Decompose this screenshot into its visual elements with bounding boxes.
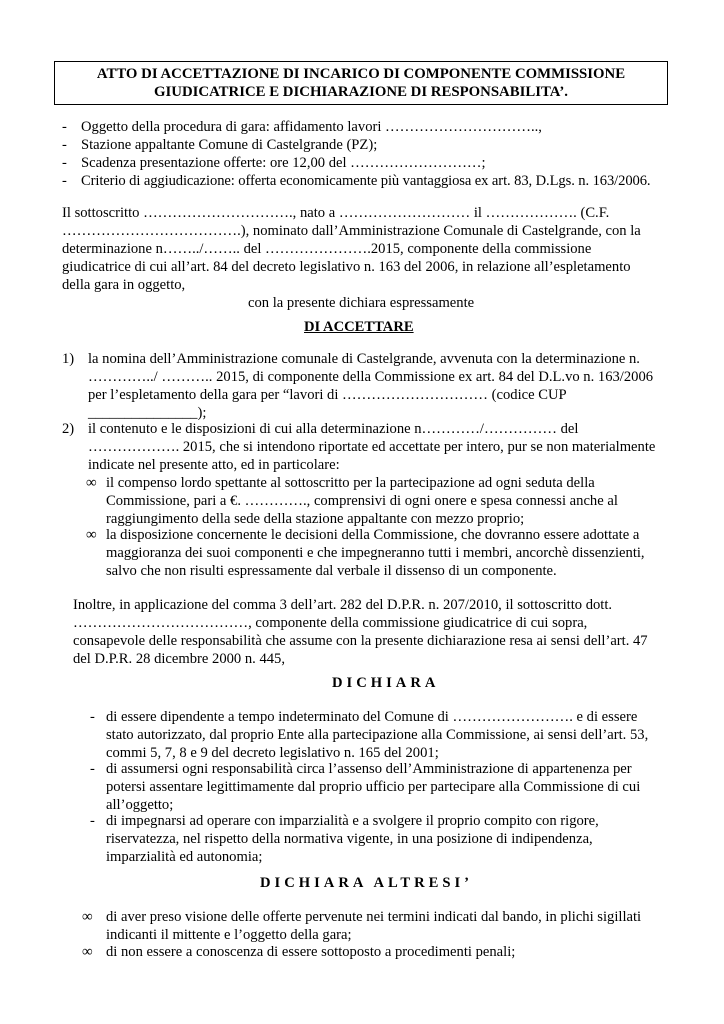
title-box	[54, 61, 668, 105]
accept-item-number: 1)	[62, 351, 75, 367]
info-item-deadline: Scadenza presentazione offerte: ore 12,00 del ………………………;	[81, 155, 486, 171]
info-dash: -	[62, 155, 67, 171]
title-line-2: GIUDICATRICE E DICHIARAZIONE DI RESPONSABILITA’.	[154, 84, 568, 100]
dichiara-line: riservatezza, nel rispetto della normativa vigente, in una posizione di indipendenza,	[106, 831, 593, 847]
accept-item-line: il contenuto e le disposizioni di cui alla determinazione n…………/…………… del	[88, 421, 579, 437]
dichiara-heading: DICHIARA	[332, 675, 440, 691]
infinity-bullet-icon: ∞	[86, 475, 97, 491]
subitem-line: il compenso lordo spettante al sottoscritto per la partecipazione ad ogni seduta della	[106, 475, 595, 491]
dichiara-line: all’oggetto;	[106, 797, 174, 813]
dichiara-dash: -	[90, 709, 95, 725]
info-dash: -	[62, 173, 67, 189]
dichiara-line: stato autorizzato, dal proprio Ente alla partecipazione alla Commissione, ai sensi dell’art. 53,	[106, 727, 649, 743]
info-item-station: Stazione appaltante Comune di Castelgrande (PZ);	[81, 137, 378, 153]
subitem-line: Commissione, pari a €. …………., comprensivi di ogni onere e spesa connessi anche al	[106, 493, 618, 509]
title-line-1: ATTO DI ACCETTAZIONE DI INCARICO DI COMPONENTE COMMISSIONE	[96, 66, 626, 82]
subitem-line: maggioranza dei suoi componenti e che impegneranno tutti i membri, ancorchè dissenzienti,	[106, 545, 645, 561]
infinity-bullet-icon: ∞	[86, 527, 97, 543]
altresi-heading: DICHIARA ALTRESI’	[260, 875, 474, 891]
also-line: Inoltre, in applicazione del comma 3 dell’art. 282 del D.P.R. n. 207/2010, il sottoscritto dott.	[73, 597, 613, 613]
dichiara-dash: -	[90, 761, 95, 777]
infinity-bullet-icon: ∞	[82, 909, 93, 925]
intro-line: determinazione n……../…….. del ………………….2015, componente della commissione	[62, 241, 592, 257]
dichiara-line: di essere dipendente a tempo indeterminato del Comune di ……………………. e di essere	[106, 709, 638, 725]
dichiara-dash: -	[90, 813, 95, 829]
info-item-criterion: Criterio di aggiudicazione: offerta economicamente più vantaggiosa ex art. 83, D.Lgs. n. 163/2006.	[81, 173, 651, 189]
also-line: del D.P.R. 28 dicembre 2000 n. 445,	[73, 651, 285, 667]
altresi-line: indicanti il mittente e l’oggetto della gara;	[106, 927, 352, 943]
accept-item-number: 2)	[62, 421, 75, 437]
also-line: ………………………………, componente della commissione giudicatrice di cui sopra,	[73, 615, 588, 631]
dichiara-line: di impegnarsi ad operare con imparzialità e a svolgere il proprio compito con rigore,	[106, 813, 599, 829]
info-dash: -	[62, 137, 67, 153]
dichiara-line: di assumersi ogni responsabilità circa l’assenso dell’Amministrazione di appartenenza per	[106, 761, 632, 777]
info-item-object: Oggetto della procedura di gara: affidamento lavori …………………………..,	[81, 119, 542, 135]
intro-line: della gara in oggetto,	[62, 277, 186, 293]
altresi-line: di non essere a conoscenza di essere sottoposto a procedimenti penali;	[106, 944, 516, 960]
altresi-line: di aver preso visione delle offerte pervenute nei termini indicati dal bando, in plichi sigillati	[106, 909, 642, 925]
dichiara-line: commi 5, 7, 8 e 9 del decreto legislativo n. 165 del 2001;	[106, 745, 439, 761]
intro-declares: con la presente dichiara espressamente	[248, 295, 475, 311]
accept-item-line: _______________);	[88, 405, 207, 421]
accept-item-line: indicate nel presente atto, ed in particolare:	[88, 457, 340, 473]
subitem-line: raggiungimento della sede della stazione appaltante con mezzo proprio;	[106, 511, 525, 527]
subitem-line: salvo che non risulti espressamente dal verbale il dissenso di un componente.	[106, 563, 557, 579]
intro-line: giudicatrice di cui all’art. 84 del decreto legislativo n. 163 del 2006, in relazione all’espletamento	[62, 259, 631, 275]
accept-heading: DI ACCETTARE	[304, 319, 414, 335]
accept-item-line: ………………. 2015, che si intendono riportate ed accettate per intero, pur se non materialmente	[88, 439, 656, 455]
dichiara-line: potersi assentare legittimamente dal proprio ufficio per partecipare alla Commissione di cui	[106, 779, 641, 795]
intro-line: ……………………………….), nominato dall’Amministrazione Comunale di Castelgrande, con la	[62, 223, 641, 239]
accept-item-line: la nomina dell’Amministrazione comunale di Castelgrande, avvenuta con la determinazione n.	[88, 351, 640, 367]
dichiara-line: imparzialità ed autonomia;	[106, 849, 263, 865]
infinity-bullet-icon: ∞	[82, 944, 93, 960]
accept-item-line: …………../ ……….. 2015, di componente della Commissione ex art. 84 del D.L.vo n. 163/2006	[88, 369, 654, 385]
accept-item-line: per l’espletamento della gara per “lavori di ………………………… (codice CUP	[88, 387, 567, 403]
intro-line: Il sottoscritto …………………………., nato a ……………………… il ………………. (C.F.	[62, 205, 610, 221]
subitem-line: la disposizione concernente le decisioni della Commissione, che dovranno essere adottate a	[106, 527, 640, 543]
info-dash: -	[62, 119, 67, 135]
also-line: consapevole delle responsabilità che assume con la presente dichiarazione resa ai sensi dell’art. 47	[73, 633, 648, 649]
